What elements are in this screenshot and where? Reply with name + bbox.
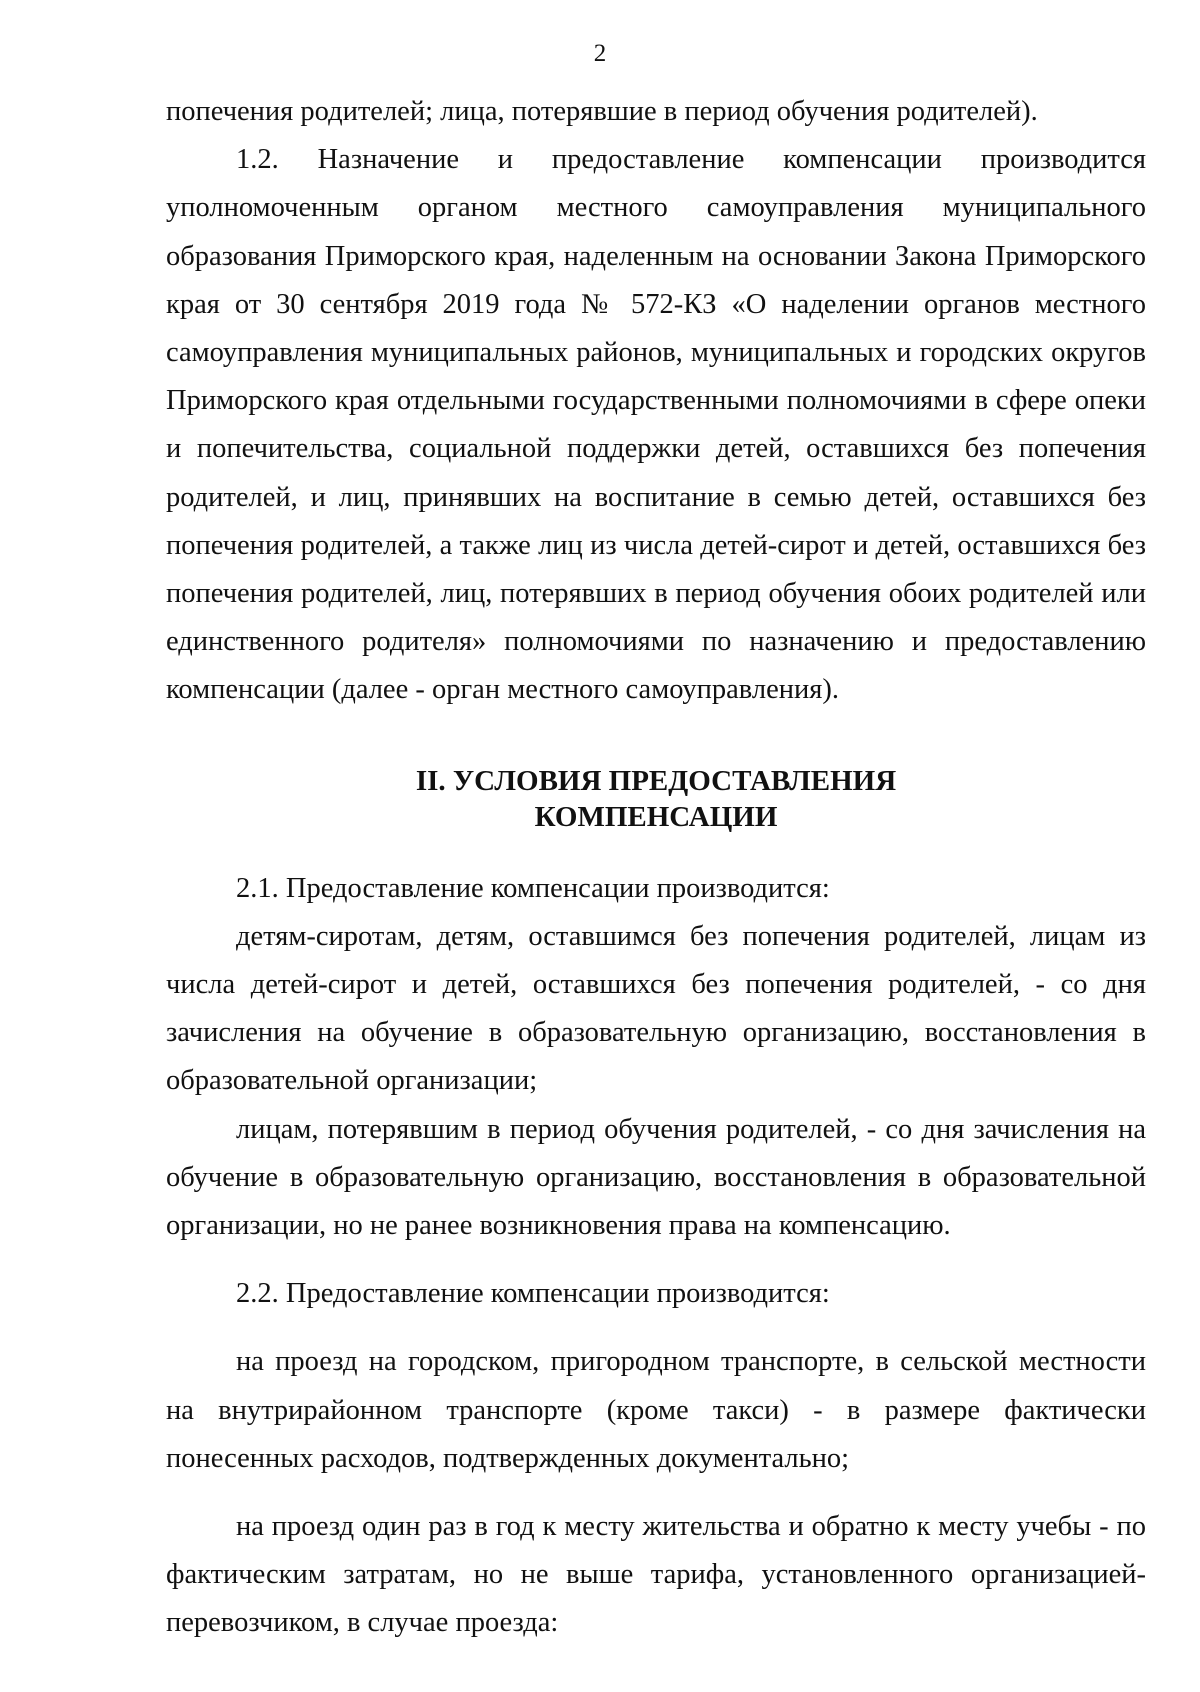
paragraph-2-2: 2.2. Предоставление компенсации производится: bbox=[236, 1278, 830, 1310]
paragraph-2-1-lost-parents: лицам, потерявшим в период обучения родителей, - со дня зачисления на обучение в образовательную организацию, восстановления в образовательной организации, но не ранее возникновения права на компенсацию. bbox=[166, 1113, 1146, 1242]
paragraph-2-1-orphans: детям-сиротам, детям, оставшимся без попечения родителей, лицам из числа детей-сирот и детей, оставшихся без попечения родителей, - со дня зачисления на обучение в образовательную организацию, восстановления в образовательной организации; bbox=[166, 920, 1146, 1097]
document-body bbox=[166, 88, 1146, 1648]
paragraph-2-2-annual-travel: на проезд один раз в год к месту жительства и обратно к месту учебы - по фактическим затратам, но не выше тарифа, установленного организацией-перевозчиком, в случае проезда: bbox=[166, 1511, 1146, 1639]
section-heading-line-2: КОМПЕНСАЦИИ bbox=[534, 800, 778, 833]
paragraph-continuation: попечения родителей; лица, потерявшие в период обучения родителей). bbox=[166, 96, 1038, 127]
section-heading-line-1: II. УСЛОВИЯ ПРЕДОСТАВЛЕНИЯ bbox=[415, 764, 897, 797]
section-heading bbox=[166, 763, 1146, 835]
paragraph-2-2-city-transport: на проезд на городском, пригородном транспорте, в сельской местности на внутрирайонном транспорте (кроме такси) - в размере фактически понесенных расходов, подтвержденных документально; bbox=[166, 1346, 1146, 1474]
paragraph-2-1: 2.1. Предоставление компенсации производится: bbox=[236, 872, 830, 904]
paragraph-1-2: 1.2. Назначение и предоставление компенсации производится уполномоченным органом местного самоуправления муниципального образования Приморского края, наделенным на основании Закона Приморского края от 30 сентября 2019 года № 572-КЗ «О наделении органов местного самоуправления муниципальных районов, муниципальных и городских округов Приморского края отдельными государственными полномочиями в сфере опеки и попечительства, социальной поддержки детей, оставшихся без попечения родителей, и лиц, принявших на воспитание в семью детей, оставшихся без попечения родителей, а также лиц из числа детей-сирот и детей, оставшихся без попечения родителей, лиц, потерявших в период обучения обоих родителей или единственного родителя» полномочиями по назначению и предоставлению компенсации (далее - орган местного самоуправления). bbox=[166, 144, 1146, 706]
page-number: 2 bbox=[593, 40, 607, 67]
